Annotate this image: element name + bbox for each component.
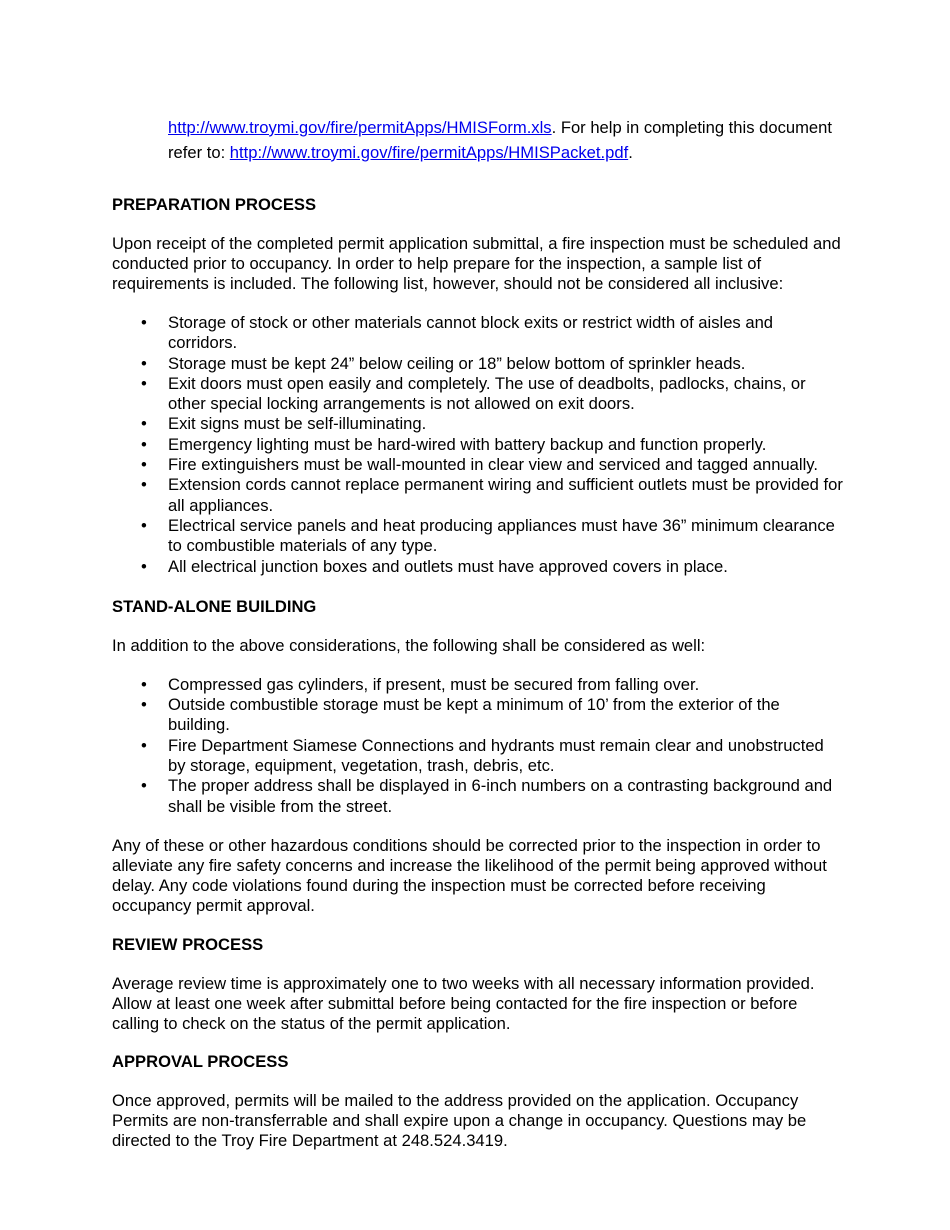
list-item	[112, 435, 844, 455]
intro-paragraph	[168, 116, 844, 165]
approval-heading: APPROVAL PROCESS	[112, 1051, 289, 1071]
bullet-icon: •	[141, 776, 147, 796]
hmis-packet-link[interactable]: http://www.troymi.gov/fire/permitApps/HMISPacket.pdf	[229, 142, 629, 162]
hmis-form-link[interactable]: http://www.troymi.gov/fire/permitApps/HMISForm.xls	[168, 118, 552, 137]
intro-text-1: . For help in completing this document refer to:	[168, 118, 832, 162]
intro-text-2: .	[628, 142, 633, 162]
list-item	[112, 354, 844, 374]
list-item-text: Storage of stock or other materials cannot block exits or restrict width of aisles and corridors.	[168, 313, 774, 353]
list-item	[112, 374, 844, 415]
list-item-text: Extension cords cannot replace permanent wiring and sufficient outlets must be provided for all appliances.	[168, 475, 843, 515]
list-item-text: Fire extinguishers must be wall-mounted in clear view and serviced and tagged annually.	[168, 455, 818, 475]
document-page	[112, 116, 844, 1151]
standalone-closing-paragraph: Any of these or other hazardous conditions should be corrected prior to the inspection in order to alleviate any fire safety concerns and increase the likelihood of the permit being approved without delay. Any code violations found during the inspection must be corrected before receiving occupancy permit approval.	[112, 835, 827, 915]
review-heading: REVIEW PROCESS	[112, 934, 264, 954]
list-item	[112, 475, 844, 516]
bullet-icon: •	[141, 414, 147, 434]
list-item	[112, 695, 844, 736]
bullet-icon: •	[141, 373, 147, 393]
list-item	[112, 776, 844, 817]
bullet-icon: •	[141, 556, 147, 576]
bullet-icon: •	[141, 353, 147, 373]
bullet-icon: •	[141, 475, 147, 495]
standalone-paragraph: In addition to the above considerations, the following shall be considered as well:	[112, 635, 706, 655]
bullet-icon: •	[141, 434, 147, 454]
approval-paragraph: Once approved, permits will be mailed to the address provided on the application. Occupancy Permits are non-transferrable and shall expire upon a change in occupancy. Questions may be directed to the Troy Fire Department at 248.524.3419.	[112, 1090, 807, 1150]
list-item-text: Outside combustible storage must be kept a minimum of 10’ from the exterior of the building.	[168, 695, 780, 735]
list-item	[112, 516, 844, 557]
standalone-heading: STAND-ALONE BUILDING	[112, 596, 317, 616]
bullet-icon: •	[141, 695, 147, 715]
list-item	[112, 313, 844, 354]
list-item	[112, 736, 844, 777]
bullet-icon: •	[141, 674, 147, 694]
list-item	[112, 455, 844, 475]
standalone-list	[112, 675, 844, 817]
list-item-text: Fire Department Siamese Connections and hydrants must remain clear and unobstructed by storage, equipment, vegetation, trash, debris, etc.	[168, 735, 824, 776]
bullet-icon: •	[141, 735, 147, 755]
preparation-paragraph: Upon receipt of the completed permit application submittal, a fire inspection must be scheduled and conducted prior to occupancy. In order to help prepare for the inspection, a sample list of requirements is included. The following list, however, should not be considered all inclusive:	[112, 234, 841, 293]
list-item	[112, 675, 844, 695]
list-item-text: The proper address shall be displayed in 6-inch numbers on a contrasting background and shall be visible from the street.	[168, 776, 833, 816]
list-item-text: Exit doors must open easily and completely. The use of deadbolts, padlocks, chains, or other special locking arrangements is not allowed on exit doors.	[168, 373, 806, 414]
list-item	[112, 557, 844, 577]
preparation-list	[112, 313, 844, 577]
bullet-icon: •	[141, 455, 147, 475]
list-item-text: All electrical junction boxes and outlets must have approved covers in place.	[168, 556, 728, 576]
list-item-text: Exit signs must be self-illuminating.	[168, 414, 427, 434]
list-item-text: Compressed gas cylinders, if present, must be secured from falling over.	[168, 674, 700, 694]
preparation-heading: PREPARATION PROCESS	[112, 195, 317, 214]
list-item-text: Storage must be kept 24” below ceiling or 18” below bottom of sprinkler heads.	[168, 353, 746, 373]
bullet-icon: •	[141, 313, 147, 332]
review-paragraph: Average review time is approximately one to two weeks with all necessary information provided. Allow at least one week after submittal before being contacted for the fire inspection or before calling to check on the status of the permit application.	[112, 973, 815, 1033]
list-item	[112, 414, 844, 434]
list-item-text: Emergency lighting must be hard-wired with battery backup and function properly.	[168, 434, 767, 454]
bullet-icon: •	[141, 515, 147, 535]
list-item-text: Electrical service panels and heat producing appliances must have 36” minimum clearance to combustible materials of any type.	[168, 515, 835, 556]
